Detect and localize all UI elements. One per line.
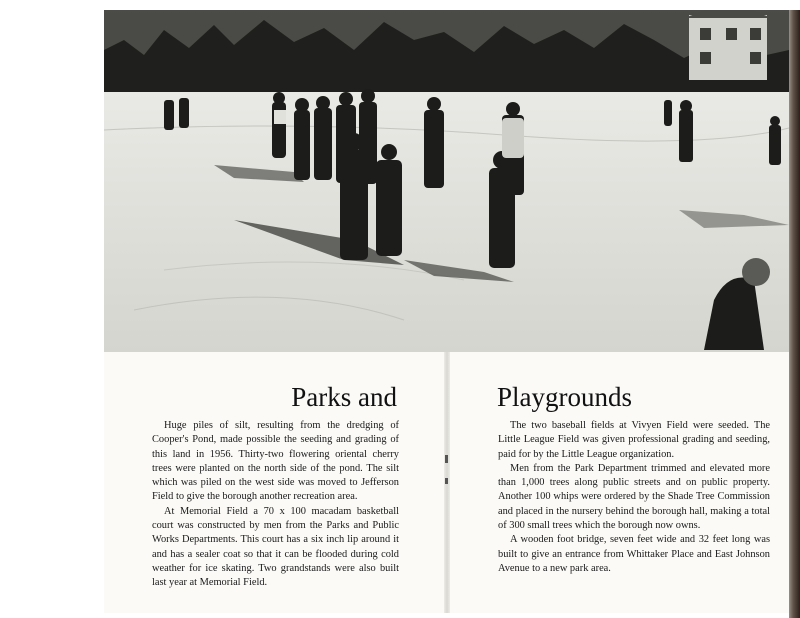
heading-parks-and: Parks and [291,382,397,412]
right-text-column [498,419,770,576]
paragraph: Huge piles of silt, resulting from the dredging of Cooper's Pond, made possible the seeding and grading of this land in 1956. Thirty-two flowering oriental cherry trees were planted on the north side of the pond. The silt which was piled on the west side was moved to Jefferson Field to give the borough another recreation area. [152,420,399,503]
paragraph: Men from the Park Department trimmed and elevated more than 1,000 trees along public streets and on public property. Another 100 whips were ordered by the Shade Tree Commission and placed in the nursery behind the borough hall, making a total of 300 small trees which the borough now owns. [498,462,770,532]
heading-playgrounds: Playgrounds [497,382,632,412]
left-text-column [152,419,399,591]
paragraph: At Memorial Field a 70 x 100 macadam basketball court was constructed by men from the Parks and Public Works Departments. This court has a six inch lip around it and has a sealer coat so that it can be flooded during cold weather for ice skating. Two grandstands were also built last year at Memorial Field. [152,505,399,589]
paragraph: A wooden foot bridge, seven feet wide and 32 feet long was built to give an entrance from Whittaker Place and East Johnson Avenue to a new park area. [498,534,770,574]
skating-photo [104,10,789,352]
staple-mark [445,478,448,484]
staple-mark [445,455,448,463]
paragraph: The two baseball fields at Vivyen Field were seeded. The Little League Field was given professional grading and seeding, paid for by the Little League organization. [498,420,770,460]
cover-edge [789,10,800,618]
